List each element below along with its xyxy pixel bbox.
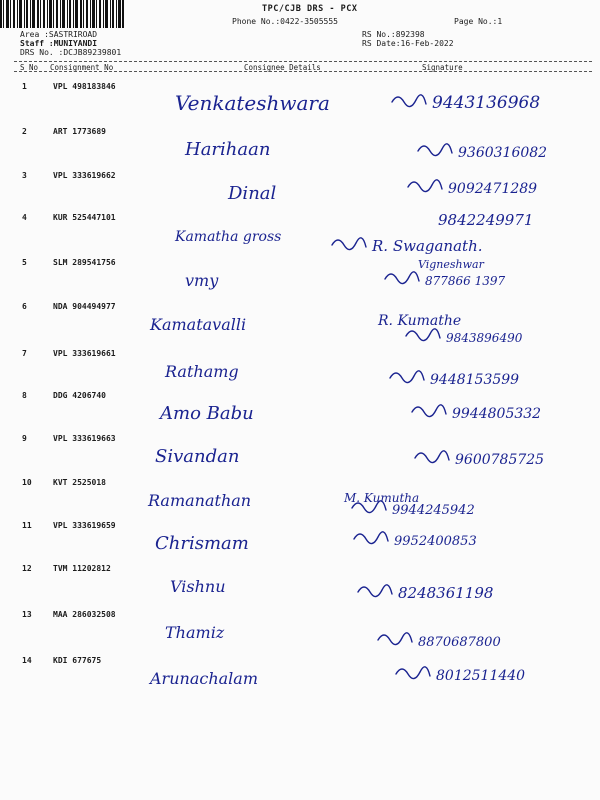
row-serial-number: 3 <box>22 171 27 180</box>
row-serial-number: 12 <box>22 564 32 573</box>
signature-text: 9448153599 <box>430 372 520 388</box>
row-serial-number: 4 <box>22 213 27 222</box>
signature-text: M. Kumutha <box>344 491 420 505</box>
row-consignment-number: MAA 286032508 <box>53 610 116 619</box>
row-serial-number: 5 <box>22 258 27 267</box>
rs-number: RS No.:892398 <box>362 30 425 39</box>
signature-scribble <box>396 667 430 679</box>
row-serial-number: 10 <box>22 478 32 487</box>
consignee-name-handwritten: Kamatha gross <box>175 229 282 245</box>
signature-text-secondary: 9944245942 <box>392 503 475 518</box>
signature-text: 9944805332 <box>452 406 542 422</box>
signature-scribble <box>385 272 419 284</box>
row-consignment-number: TVM 11202812 <box>53 564 111 573</box>
row-consignment-number: KVT 2525018 <box>53 478 106 487</box>
row-consignment-number: SLM 289541756 <box>53 258 116 267</box>
signature-text: 9443136968 <box>432 93 541 113</box>
consignee-name-handwritten: vmy <box>185 271 219 290</box>
rs-date: RS Date:16-Feb-2022 <box>362 39 454 48</box>
row-consignment-number: KUR 525447101 <box>53 213 116 222</box>
consignee-name-handwritten: Thamiz <box>165 623 225 642</box>
row-consignment-number: NDA 904494977 <box>53 302 116 311</box>
row-serial-number: 11 <box>22 521 32 530</box>
signature-scribble <box>358 585 392 597</box>
signature-text: 9360316082 <box>458 145 548 161</box>
row-serial-number: 9 <box>22 434 27 443</box>
consignee-name-handwritten: Kamatavalli <box>150 315 247 334</box>
signature-text: 9842249971 <box>438 211 534 229</box>
area-field: Area :SASTRIROAD <box>20 30 98 39</box>
signature-scribble <box>406 329 440 341</box>
consignee-name-handwritten: Venkateshwara <box>175 91 330 115</box>
signature-scribble <box>415 451 449 463</box>
signature-scribble <box>332 238 366 250</box>
consignee-name-handwritten: Dinal <box>228 183 277 204</box>
phone-number: Phone No.:0422-3505555 <box>232 17 338 26</box>
column-header-signature: Signature <box>422 63 463 72</box>
row-serial-number: 6 <box>22 302 27 311</box>
row-serial-number: 8 <box>22 391 27 400</box>
row-consignment-number: VPL 333619662 <box>53 171 116 180</box>
signature-scribble <box>354 532 388 544</box>
signature-text: 9600785725 <box>455 452 545 468</box>
consignee-name-handwritten: Chrismam <box>155 533 249 554</box>
consignee-name-handwritten: Arunachalam <box>150 669 258 688</box>
consignee-name-handwritten: Ramanathan <box>148 491 252 510</box>
consignee-name-handwritten: Harihaan <box>185 139 271 160</box>
page-number: Page No.:1 <box>454 17 503 26</box>
document-title: TPC/CJB DRS - PCX <box>262 4 358 14</box>
column-header-sno: S No <box>20 63 39 72</box>
row-serial-number: 2 <box>22 127 27 136</box>
consignee-name-handwritten: Amo Babu <box>160 403 254 424</box>
signature-scribble <box>392 95 426 107</box>
consignee-name-handwritten: Vishnu <box>170 577 226 596</box>
row-consignment-number: ART 1773689 <box>53 127 106 136</box>
row-consignment-number: VPL 333619661 <box>53 349 116 358</box>
consignee-name-handwritten: Sivandan <box>155 446 240 467</box>
row-consignment-number: VPL 333619659 <box>53 521 116 530</box>
signature-scribble <box>390 371 424 383</box>
row-serial-number: 14 <box>22 656 32 665</box>
signature-text-secondary: R. Swaganath. <box>372 237 483 255</box>
column-header-details: Consignee Details <box>244 63 321 72</box>
signature-text: Vigneshwar <box>418 258 484 271</box>
row-serial-number: 7 <box>22 349 27 358</box>
row-consignment-number: VPL 498183846 <box>53 82 116 91</box>
signature-scribble <box>418 144 452 156</box>
signature-text-secondary: 877866 1397 <box>425 274 506 288</box>
staff-field: Staff :MUNIYANDI <box>20 39 98 48</box>
row-serial-number: 13 <box>22 610 32 619</box>
signature-text: 8012511440 <box>436 668 526 684</box>
signature-text: R. Kumathe <box>378 313 462 329</box>
signature-text: 9952400853 <box>394 534 477 549</box>
row-consignment-number: VPL 333619663 <box>53 434 116 443</box>
signature-text: 8870687800 <box>418 635 501 650</box>
drs-number: DRS No. :DCJB89239801 <box>20 48 122 57</box>
row-consignment-number: DDG 4206740 <box>53 391 106 400</box>
signature-scribble <box>412 405 446 417</box>
signature-scribble <box>408 180 442 192</box>
row-serial-number: 1 <box>22 82 27 91</box>
consignee-name-handwritten: Rathamg <box>165 362 239 381</box>
signature-text: 8248361198 <box>398 584 494 602</box>
signature-text-secondary: 9843896490 <box>446 331 523 345</box>
row-consignment-number: KDI 677675 <box>53 656 102 665</box>
column-header-consignment: Consignment No <box>50 63 114 72</box>
signature-text: 9092471289 <box>448 181 538 197</box>
signature-scribble <box>378 633 412 645</box>
